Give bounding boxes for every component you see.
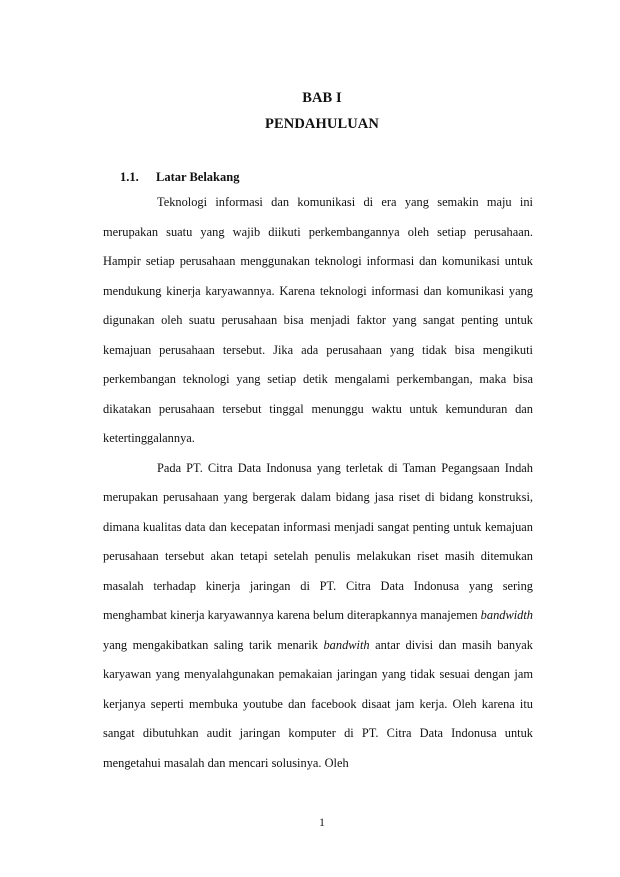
page-number: 1 <box>319 817 325 829</box>
section-title: Latar Belakang <box>156 170 240 184</box>
paragraph-1 <box>103 188 533 454</box>
paragraph-2-text-b: yang mengakibatkan saling tarik menarik <box>103 637 324 652</box>
paragraph-2 <box>103 454 533 779</box>
term-bandwith: bandwith <box>323 637 370 652</box>
chapter-title: PENDAHULUAN <box>265 116 379 132</box>
chapter-number: BAB I <box>302 90 342 106</box>
body-text <box>103 188 533 778</box>
paragraph-2-text-c: antar divisi dan masih banyak karyawan yang menyalahgunakan pemakaian jaringan yang tidak sesuai dengan jam kerjanya seperti membuka youtube dan facebook disaat jam kerja. Oleh karena itu sangat dibutuhkan audit jaringan komputer di PT. Citra Data Indonusa untuk mengetahui masalah dan mencari solusinya. Oleh <box>103 637 533 770</box>
paragraph-1-text: Teknologi informasi dan komunikasi di era yang semakin maju ini merupakan suatu yang wajib diikuti perkembangannya oleh setiap perusahaan. Hampir setiap perusahaan menggunakan teknologi informasi dan komunikasi untuk mendukung kinerja karyawannya. Karena teknologi informasi dan komunikasi yang digunakan oleh suatu perusahaan bisa menjadi faktor yang sangat penting untuk kemajuan perusahaan tersebut. Jika ada perusahaan yang tidak bisa mengikuti perkembangan teknologi yang setiap detik mengalami perkembangan, maka bisa dikatakan perusahaan tersebut tinggal menunggu waktu untuk kemunduran dan ketertinggalannya. <box>103 195 533 445</box>
section-heading <box>120 170 239 185</box>
term-bandwidth: bandwidth <box>480 608 533 622</box>
paragraph-2-text-a: Pada PT. Citra Data Indonusa yang terletak di Taman Pegangsaan Indah merupakan perusahaan yang bergerak dalam bidang jasa riset di bidang konstruksi, dimana kualitas data dan kecepatan informasi menjadi sangat penting untuk kemajuan perusahaan tersebut akan tetapi setelah penulis melakukan riset masih ditemukan masalah terhadap kinerja jaringan di PT. Citra Data Indonusa yang sering menghambat kinerja karyawannya karena belum diterapkannya manajemen <box>103 460 533 622</box>
section-number: 1.1. <box>120 170 139 184</box>
